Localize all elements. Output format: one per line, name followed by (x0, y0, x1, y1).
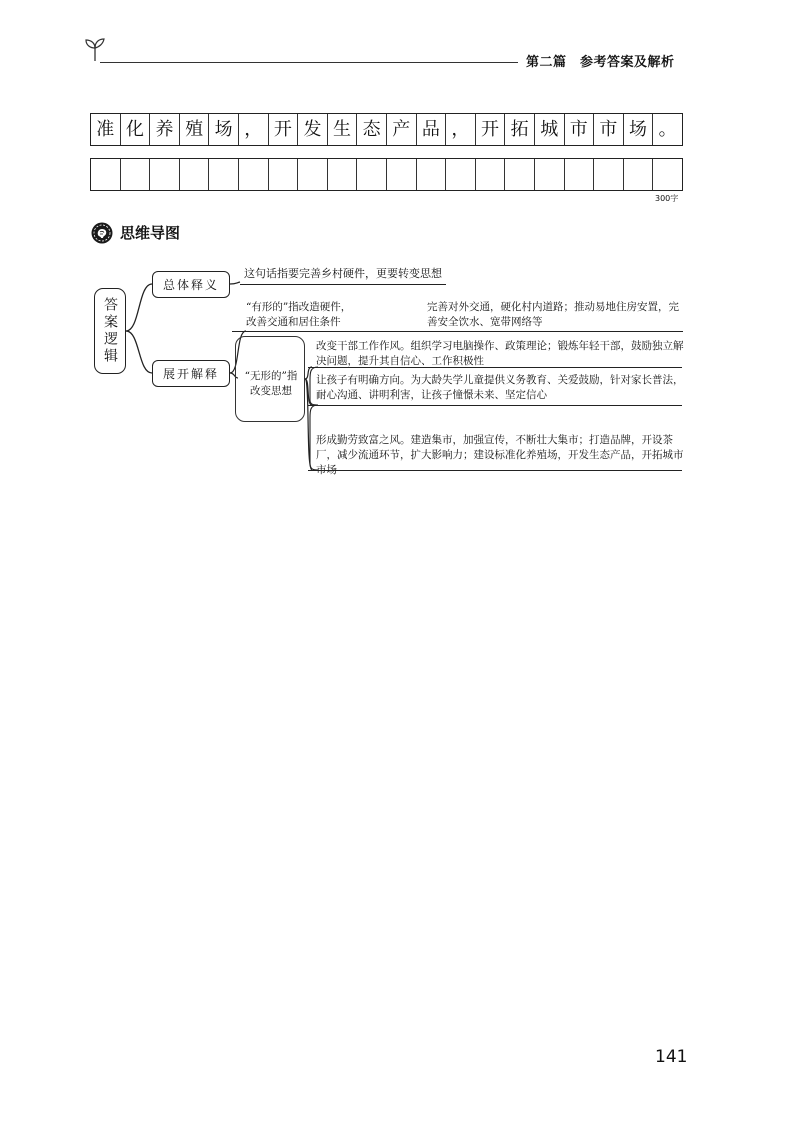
grid-cell (535, 159, 565, 190)
grid-cell (328, 159, 358, 190)
grid-cell: 市 (565, 114, 595, 145)
grid-cell: 城 (535, 114, 565, 145)
intangible-detail-cadres: 改变干部工作作风。组织学习电脑操作、政策理论；锻炼年轻干部，鼓励独立解决问题，提升其自信心、工作积极性 (316, 340, 684, 367)
grid-cell: ， (239, 114, 269, 145)
sprout-icon (84, 36, 106, 62)
essay-grid-row-1 (90, 113, 683, 146)
grid-cell: 化 (121, 114, 151, 145)
grid-cell (624, 159, 654, 190)
node-expand-explanation: 展开解释 (152, 360, 230, 387)
detail-underline (308, 470, 682, 471)
grid-cell (121, 159, 151, 190)
grid-cell (357, 159, 387, 190)
tangible-title: “有形的”指改造硬件， (246, 301, 352, 313)
tangible-detail: 完善对外交通，硬化村内道路；推动易地住房安置，完善安全饮水、宽带网络等 (427, 301, 679, 328)
grid-cell (91, 159, 121, 190)
grid-cell: 场 (624, 114, 654, 145)
grid-cell (417, 159, 447, 190)
grid-cell (565, 159, 595, 190)
tangible-underline (232, 331, 683, 332)
essay-grid-row-2 (90, 158, 683, 191)
grid-cell: 产 (387, 114, 417, 145)
grid-cell (476, 159, 506, 190)
grid-cell: 态 (357, 114, 387, 145)
word-count-label: 300字 (655, 194, 679, 203)
detail-underline (308, 405, 682, 406)
grid-cell (239, 159, 269, 190)
grid-cell (180, 159, 210, 190)
grid-cell: 场 (209, 114, 239, 145)
grid-cell (387, 159, 417, 190)
node-general-meaning: 总体释义 (152, 271, 230, 298)
mindmap-root: 答案逻辑 (94, 288, 126, 374)
grid-cell: 生 (328, 114, 358, 145)
intangible-label: “无形的”指改变思想 (244, 370, 298, 397)
detail-underline (308, 367, 682, 368)
grid-cell: ， (446, 114, 476, 145)
intangible-detail-industry: 形成勤劳致富之风。建造集市，加强宣传，不断壮大集市；打造品牌，开设茶厂，减少流通环节，扩大影响力；建设标准化养殖场，开发生态产品，开拓城市市场 (316, 434, 684, 476)
grid-cell (209, 159, 239, 190)
grid-cell: 准 (91, 114, 121, 145)
header-title: 第二篇 参考答案及解析 (526, 55, 675, 70)
general-meaning-text: 这句话指要完善乡村硬件，更要转变思想 (240, 266, 446, 285)
grid-cell: 开 (476, 114, 506, 145)
grid-cell: 发 (298, 114, 328, 145)
grid-cell (594, 159, 624, 190)
grid-cell: 市 (594, 114, 624, 145)
page-number: 141 (655, 1047, 688, 1067)
grid-cell: 拓 (505, 114, 535, 145)
brain-badge-icon (91, 222, 113, 244)
tangible-subtitle: 改善交通和居住条件 (246, 316, 341, 328)
grid-cell (505, 159, 535, 190)
grid-cell (298, 159, 328, 190)
grid-cell (269, 159, 299, 190)
grid-cell (446, 159, 476, 190)
section-title: 思维导图 (120, 224, 181, 242)
grid-cell (653, 159, 682, 190)
grid-cell: 养 (150, 114, 180, 145)
grid-cell: 品 (417, 114, 447, 145)
grid-cell: 。 (658, 118, 677, 140)
header-rule (100, 62, 518, 63)
grid-cell: 殖 (180, 114, 210, 145)
grid-cell: 开 (269, 114, 299, 145)
grid-cell (150, 159, 180, 190)
intangible-detail-children: 让孩子有明确方向。为大龄失学儿童提供义务教育、关爱鼓励，针对家长普法，耐心沟通、讲明利害，让孩子憧憬未来、坚定信心 (316, 374, 684, 401)
